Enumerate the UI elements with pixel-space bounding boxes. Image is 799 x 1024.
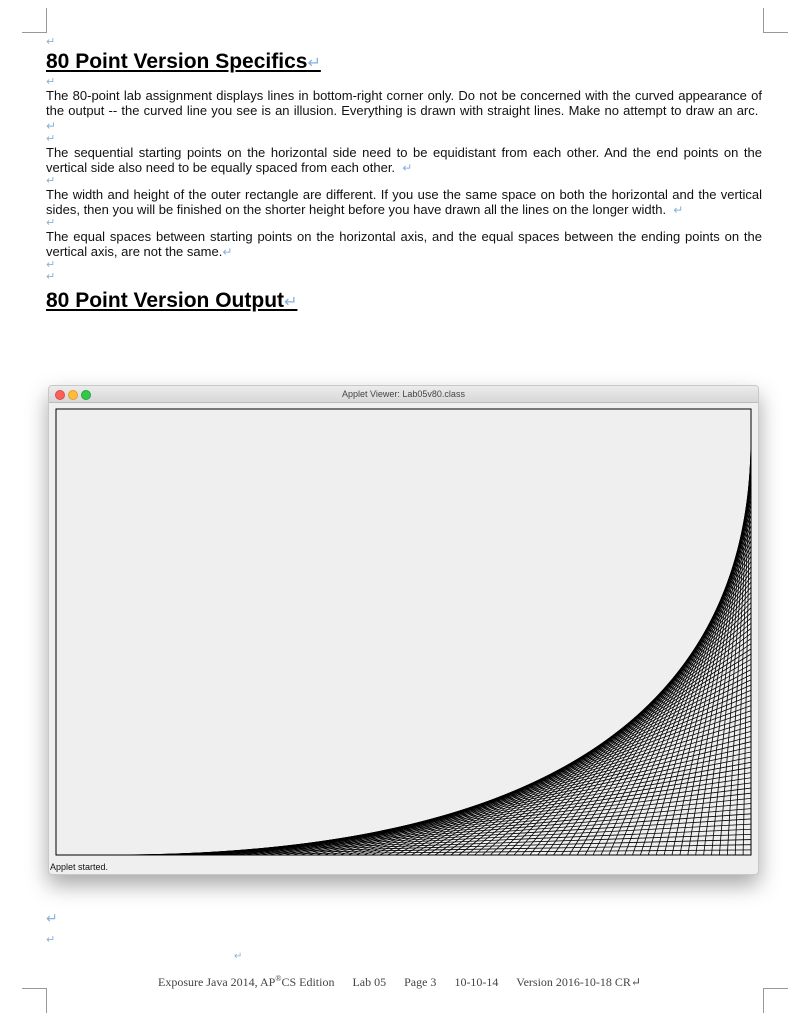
footer-version: Version 2016-10-18 CR	[516, 975, 631, 989]
paragraph-4-text: The equal spaces between starting points on the horizontal axis, and the equal spaces between the ending points on the vertical axis, are not the same.	[46, 229, 762, 259]
paragraph-mark: ↵	[46, 271, 56, 283]
paragraph-mark: ↵	[402, 161, 413, 175]
paragraph-2	[46, 145, 762, 175]
paragraph-mark: ↵	[284, 294, 298, 311]
crop-mark-top-right	[763, 8, 788, 33]
footer-edition: CS Edition	[281, 975, 335, 989]
applet-status: Applet started.	[50, 862, 109, 872]
paragraph-mark: ↵	[222, 245, 233, 259]
document-body	[46, 36, 762, 315]
paragraph-mark: ↵	[46, 119, 57, 133]
paragraph-3	[46, 187, 762, 217]
pattern-line	[285, 742, 751, 855]
footer-registered-mark: ®	[275, 974, 282, 983]
paragraph-4	[46, 229, 762, 259]
footer-lab: Lab 05	[352, 975, 387, 989]
paragraph-mark: ↵	[46, 217, 56, 229]
crop-mark-bottom-left	[22, 988, 47, 1013]
pattern-line	[340, 706, 751, 855]
pattern-line	[317, 721, 752, 855]
pattern-line	[293, 737, 751, 855]
paragraph-mark: ↵	[234, 951, 243, 962]
heading-specifics	[46, 48, 762, 76]
paragraph-mark: ↵	[46, 934, 56, 946]
window-titlebar[interactable]	[49, 386, 758, 403]
applet-drawing	[49, 403, 758, 863]
paragraph-mark: ↵	[46, 175, 56, 187]
paragraph-2-text: The sequential starting points on the horizontal side need to be equidistant from each other. And the end points on the vertical side also need to be equally spaced from each other.	[46, 145, 762, 175]
footer-date: 10-10-14	[454, 975, 499, 989]
pattern-line	[364, 690, 751, 855]
footer-book: Exposure Java 2014, AP	[158, 975, 276, 989]
footer-page: Page 3	[404, 975, 437, 989]
line-pattern	[119, 443, 751, 855]
crop-mark-top-left	[22, 8, 47, 33]
paragraph-mark: ↵	[630, 975, 641, 989]
paragraph-mark: ↵	[673, 203, 684, 217]
paragraph-mark: ↵	[46, 133, 56, 145]
paragraph-mark: ↵	[46, 36, 56, 48]
heading-output-text: 80 Point Version Output	[46, 289, 285, 312]
heading-specifics-text: 80 Point Version Specifics	[46, 50, 308, 73]
paragraph-mark: ↵	[46, 76, 56, 88]
page-footer	[0, 974, 799, 990]
window-title: Applet Viewer: Lab05v80.class	[342, 389, 465, 399]
paragraph-mark: ↵	[307, 55, 321, 72]
crop-mark-bottom-right	[763, 988, 788, 1013]
applet-canvas-area	[49, 403, 758, 868]
paragraph-mark: ↵	[46, 910, 58, 926]
paragraph-1-text: The 80-point lab assignment displays lines in bottom-right corner only. Do not be concerned with the curved appearance of the output -- the curved line you see is an illusion. Everything is drawn with straight lines. Make no attempt to draw an arc.	[46, 88, 762, 118]
outer-rectangle	[56, 409, 751, 855]
paragraph-1	[46, 88, 762, 133]
paragraph-mark: ↵	[46, 259, 56, 271]
heading-output	[46, 287, 762, 315]
applet-viewer-window[interactable]	[48, 385, 759, 875]
paragraph-3-text: The width and height of the outer rectangle are different. If you use the same space on both the horizontal and the vertical sides, then you will be finished on the shorter height before you have drawn all the lines on the longer width.	[46, 187, 762, 217]
